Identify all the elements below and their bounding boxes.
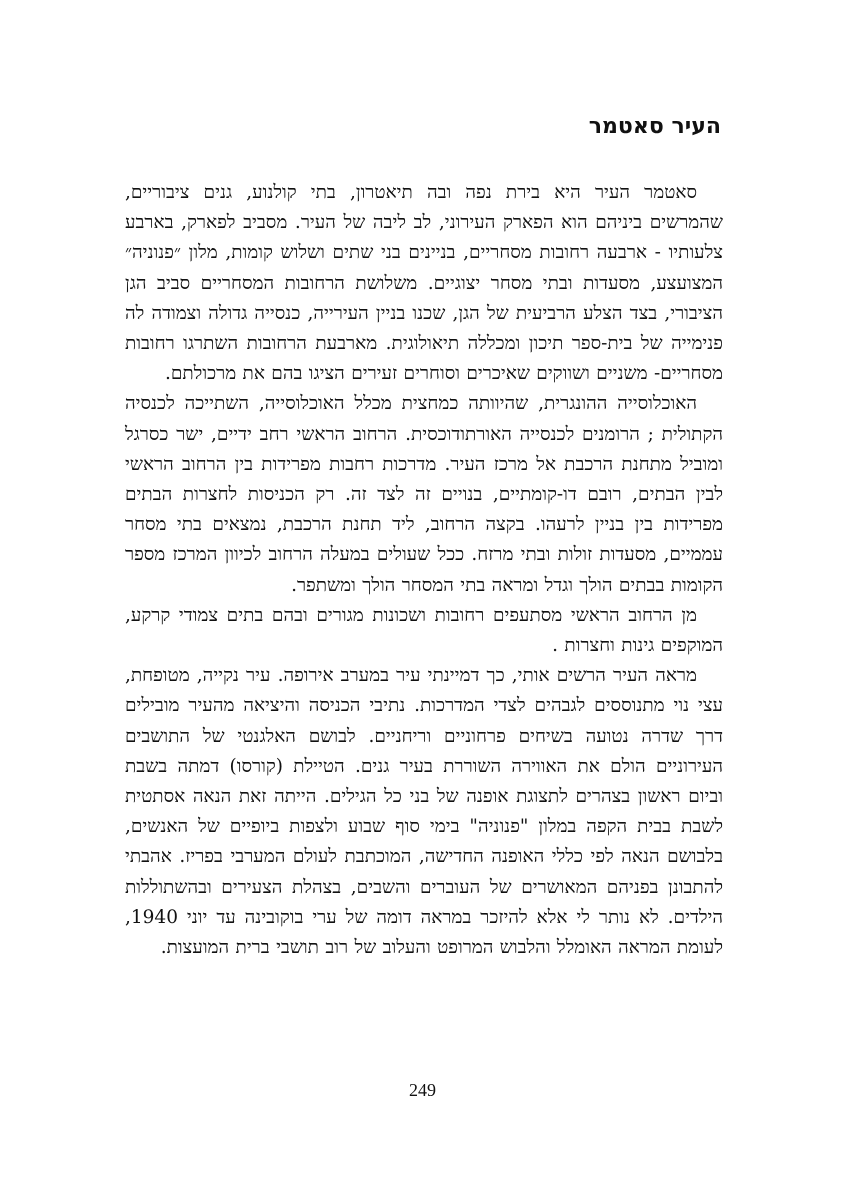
body-text bbox=[125, 178, 723, 963]
page-number: 249 bbox=[409, 1080, 436, 1100]
page-title: העיר סאטמר bbox=[588, 114, 721, 139]
paragraph-side-streets: מן הרחוב הראשי מסתעפים רחובות ושכונות מגורים ובהם בתים צמודי קרקע, המוקפים גינות וחצרות . bbox=[125, 604, 723, 657]
paragraph-city-description: סאטמר העיר היא בירת נפה ובה תיאטרון, בתי קולנוע, גנים ציבוריים, שהמרשים ביניהם הוא הפארק העירוני, לב ליבה של העיר. מסביב לפארק, בארבע צלעותיו - ארבעה רחובות מסחריים, בניינים בני שתים ושלוש קומות, מלון ״פנוניה״ המצועצע, מסעדות ובתי מסחר יצוגיים. משלושת הרחובות המסחריים סביב הגן הציבורי, בצד הצלע הרביעית של הגן, שכנו בניין העירייה, כנסייה גדולה וצמודה לה פנימייה של בית-ספר תיכון ומכללה תיאולוגית. מארבעת הרחובות השתרגו רחובות מסחריים- משניים ושווקים שאיכרים וסוחרים זעירים הציגו בהם את מרכולתם. bbox=[125, 182, 723, 385]
paragraph-population-main-street: האוכלוסייה ההונגרית, שהיוותה כמחצית מכלל האוכלוסייה, השתייכה לכנסיה הקתולית ; הרומנים לכנסייה האורתודוכסית. הרחוב הראשי רחב ידיים, ישר כסרגל ומוביל מתחנת הרכבת אל מרכז העיר. מדרכות רחבות מפרידות בין הרחוב הראשי לבין הבתים, רובם דו-קומתיים, בנויים זה לצד זה. רק הכניסות לחצרות הבתים מפרידות בין בניין לרעהו. בקצה הרחוב, ליד תחנת הרכבת, נמצאים בתי מסחר עממיים, מסעדות זולות ובתי מרזח. ככל שעולים במעלה הרחוב לכיוון המרכז מספר הקומות בבתים הולך וגדל ומראה בתי המסחר הולך ומשתפר. bbox=[125, 393, 723, 596]
paragraph-impression: מראה העיר הרשים אותי, כך דמיינתי עיר במערב אירופה. עיר נקייה, מטופחת, עצי נוי מתנוססים לגבהים לצדי המדרכות. נתיבי הכניסה והיציאה מהעיר מובילים דרך שדרה נטועה בשיחים פרחוניים וריחניים. לבושם האלגנטי של התושבים העירוניים הולם את האווירה השוררת בעיר גנים. הטיילת (קורסו) דמתה בשבת וביום ראשון בצהרים לתצוגת אופנה של בני כל הגילים. הייתה זאת הנאה אסתטית לשבת בבית הקפה במלון "פנוניה" בימי סוף שבוע ולצפות ביופיים של האנשים, בלבושם הנאה לפי כללי האופנה החדישה, המוכתבת לעולם המערבי בפריז. אהבתי להתבונן בפניהם המאושרים של העוברים והשבים, בצהלת הצעירים ובהשתוללות הילדים. לא נותר לי אלא להיזכר במראה דומה של ערי בוקובינה עד יוני 1940, לעומת המראה האומלל והלבוש המרופט והעלוב של רוב תושבי ברית המועצות. bbox=[125, 665, 723, 959]
